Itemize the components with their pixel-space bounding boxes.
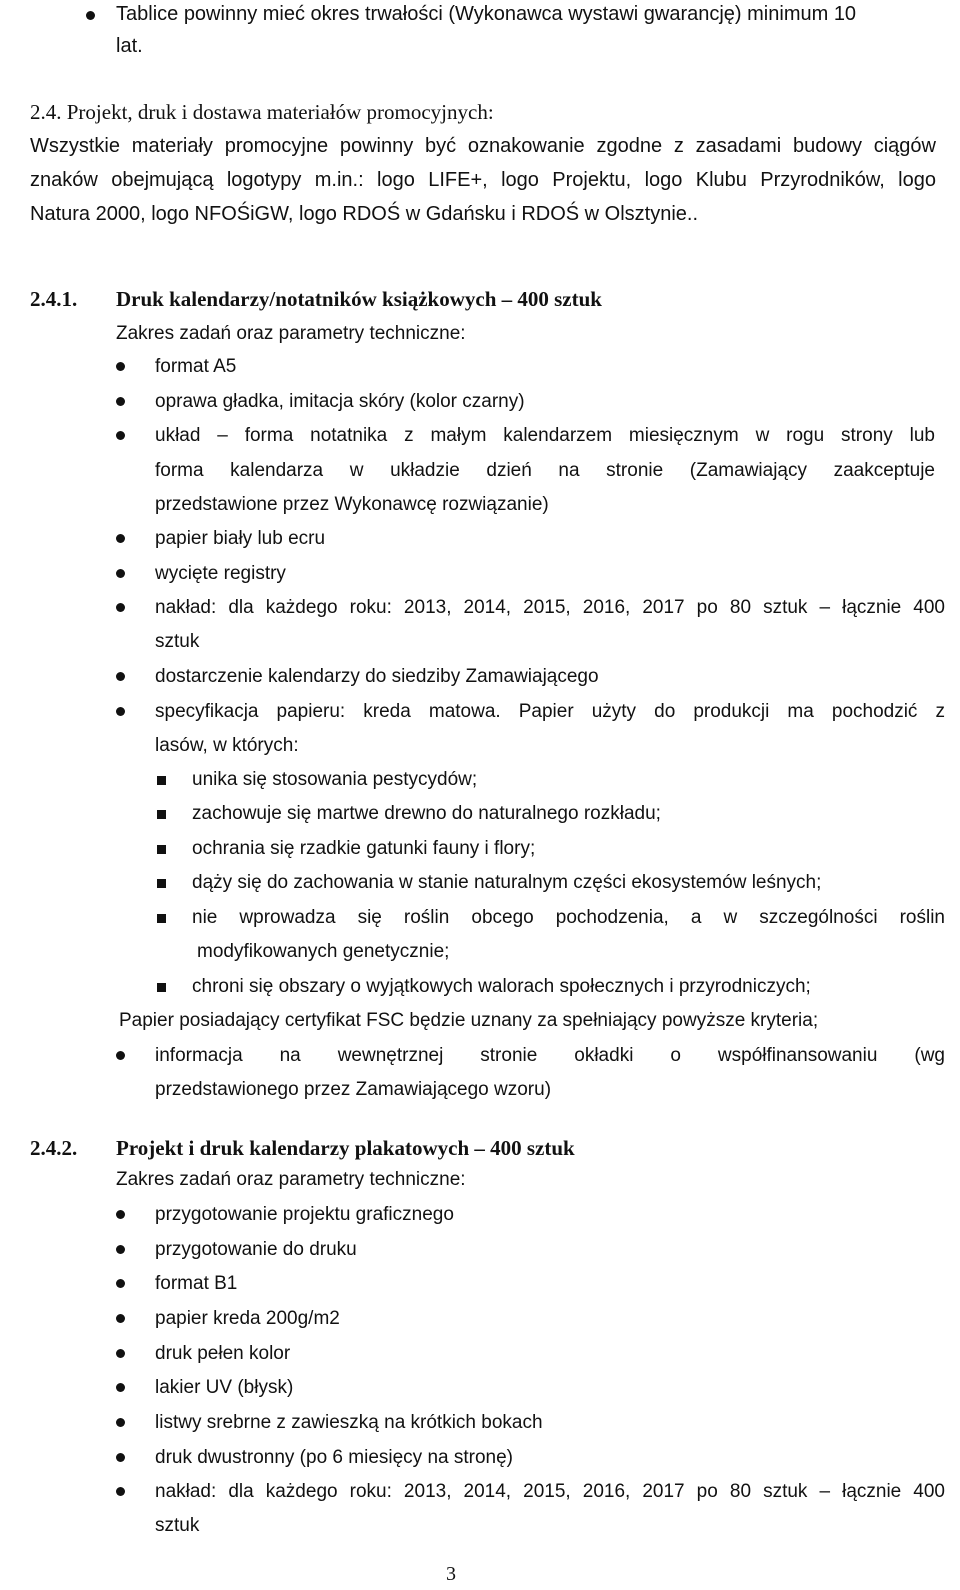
list-item-continuation: przedstawione przez Wykonawcę rozwiązanie) <box>155 494 549 515</box>
list-item: papier kreda 200g/m2 <box>155 1308 340 1329</box>
bullet-dot <box>116 397 125 406</box>
list-item: papier biały lub ecru <box>155 528 326 549</box>
square-bullet <box>157 983 166 992</box>
section-2-4-1-title: Druk kalendarzy/notatników książkowych – 400 sztuk <box>116 287 602 311</box>
bullet-dot <box>116 569 125 578</box>
list-item: listwy srebrne z zawieszką na krótkich bokach <box>155 1412 543 1433</box>
list-item-continuation: lasów, w których: <box>155 735 299 756</box>
list-item: dostarczenie kalendarzy do siedziby Zamawiającego <box>155 666 599 687</box>
bullet-dot <box>116 1314 125 1323</box>
section-2-4-1-scope-label: Zakres zadań oraz parametry techniczne: <box>116 323 466 344</box>
tablice-text-line-1: Tablice powinny mieć okres trwałości (Wykonawca wystawi gwarancję) minimum 10 <box>116 3 857 25</box>
bullet-dot <box>116 1487 125 1496</box>
list-item-continuation: przedstawionego przez Zamawiającego wzoru) <box>155 1079 552 1100</box>
list-item: nakład: dla każdego roku: 2013, 2014, 2015, 2016, 2017 po 80 sztuk – łącznie 400 <box>155 597 945 618</box>
bullet-dot <box>116 431 125 440</box>
bullet-dot <box>116 1349 125 1358</box>
section-2-4-para-line-1: Wszystkie materiały promocyjne powinny być oznakowanie zgodne z zasadami budowy ciągów <box>30 135 936 157</box>
list-item: druk dwustronny (po 6 miesięcy na stronę) <box>155 1447 513 1468</box>
sub-list-item: chroni się obszary o wyjątkowych walorach społecznych i przyrodniczych; <box>192 976 811 997</box>
list-item: wycięte registry <box>155 563 286 584</box>
page-number: 3 <box>446 1563 456 1585</box>
list-item-continuation: sztuk <box>155 631 200 652</box>
list-item: przygotowanie do druku <box>155 1239 357 1260</box>
section-2-4-1-number: 2.4.1. <box>30 287 78 311</box>
bullet-dot <box>116 1245 125 1254</box>
tablice-text-line-2: lat. <box>116 35 143 57</box>
bullet-dot <box>116 707 125 716</box>
list-item: nakład: dla każdego roku: 2013, 2014, 2015, 2016, 2017 po 80 sztuk – łącznie 400 <box>155 1481 945 1502</box>
square-bullet <box>157 776 166 785</box>
section-2-4-2-title: Projekt i druk kalendarzy plakatowych – 400 sztuk <box>116 1136 575 1160</box>
square-bullet <box>157 879 166 888</box>
bullet-dot <box>116 1279 125 1288</box>
section-2-4-heading: 2.4. Projekt, druk i dostawa materiałów promocyjnych: <box>30 100 494 124</box>
list-item: format B1 <box>155 1273 238 1294</box>
bullet-dot <box>116 1383 125 1392</box>
list-item: oprawa gładka, imitacja skóry (kolor czarny) <box>155 391 525 412</box>
bullet-dot <box>116 1418 125 1427</box>
fsc-note: Papier posiadający certyfikat FSC będzie uznany za spełniający powyższe kryteria; <box>119 1010 819 1031</box>
section-2-4-para-line-3: Natura 2000, logo NFOŚiGW, logo RDOŚ w Gdańsku i RDOŚ w Olsztynie.. <box>30 203 699 225</box>
sub-list-item: ochrania się rzadkie gatunki fauny i flory; <box>192 838 536 859</box>
bullet-dot <box>116 1051 125 1060</box>
bullet-dot <box>116 362 125 371</box>
list-item: druk pełen kolor <box>155 1343 291 1364</box>
list-item: format A5 <box>155 356 237 377</box>
bullet-dot <box>116 534 125 543</box>
sub-list-item: unika się stosowania pestycydów; <box>192 769 478 790</box>
list-item: przygotowanie projektu graficznego <box>155 1204 454 1225</box>
section-2-4-2-scope-label: Zakres zadań oraz parametry techniczne: <box>116 1169 466 1190</box>
section-2-4-para-line-2: znaków obejmującą logotypy m.in.: logo LIFE+, logo Projektu, logo Klubu Przyrodników, logo <box>30 169 936 191</box>
sub-list-item: dąży się do zachowania w stanie naturalnym części ekosystemów leśnych; <box>192 872 822 893</box>
list-item-continuation: forma kalendarza w układzie dzień na stronie (Zamawiający zaakceptuje <box>155 460 935 481</box>
list-item: lakier UV (błysk) <box>155 1377 294 1398</box>
list-item: układ – forma notatnika z małym kalendarzem miesięcznym w rogu strony lub <box>155 425 935 446</box>
bullet-dot <box>116 1210 125 1219</box>
square-bullet <box>157 810 166 819</box>
bullet-dot <box>86 11 95 20</box>
square-bullet <box>157 845 166 854</box>
sub-list-item-continuation: modyfikowanych genetycznie; <box>197 941 450 962</box>
bullet-dot <box>116 672 125 681</box>
list-item: specyfikacja papieru: kreda matowa. Papier użyty do produkcji ma pochodzić z <box>155 701 945 722</box>
sub-list-item: zachowuje się martwe drewno do naturalnego rozkładu; <box>192 803 661 824</box>
sub-list-item: nie wprowadza się roślin obcego pochodzenia, a w szczególności roślin <box>192 907 945 928</box>
bullet-dot <box>116 1453 125 1462</box>
square-bullet <box>157 914 166 923</box>
list-item-continuation: sztuk <box>155 1515 200 1536</box>
section-2-4-2-number: 2.4.2. <box>30 1136 78 1160</box>
bullet-dot <box>116 603 125 612</box>
list-item: informacja na wewnętrznej stronie okładki o współfinansowaniu (wg <box>155 1045 945 1066</box>
